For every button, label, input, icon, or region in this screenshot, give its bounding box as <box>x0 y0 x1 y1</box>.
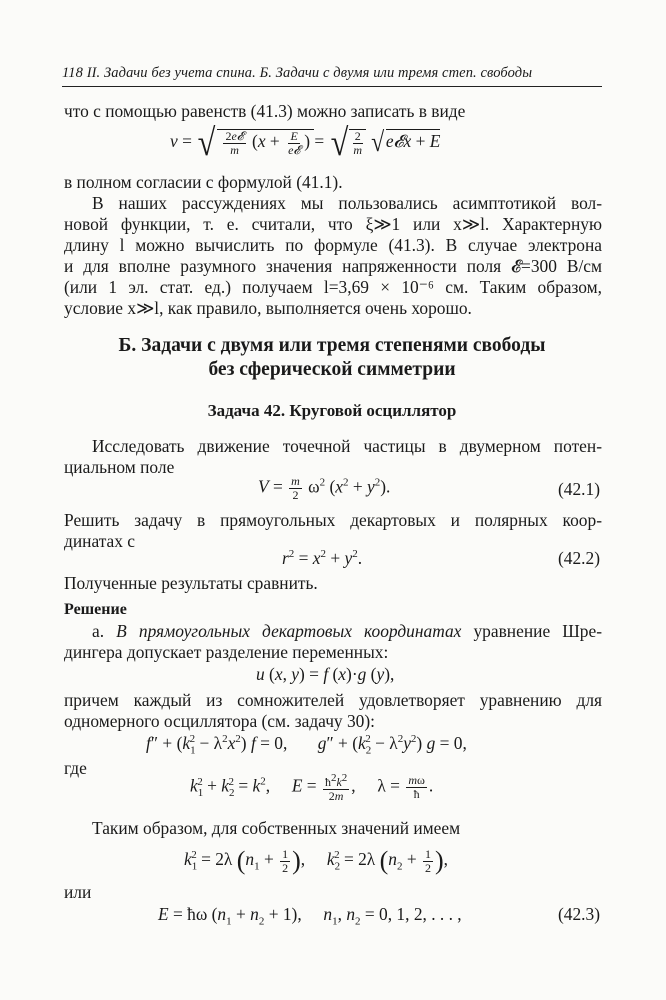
paragraph-line: Исследовать движение точечной частицы в двумерном потен- <box>92 436 602 456</box>
equation-definitions: $k_1^2 + k_2^2 = k^2$, E = $\frac{ħ^2k^2}{2m}$ , λ = $\frac{m\omega}{ħ}$ . <box>190 772 434 803</box>
equation-velocity: v = √ $\frac{\text{2e𝓔}}{m}$ (x + $\frac{E}{\text{e𝓔}}$ ) = √ $\frac{2}{m}$ √e𝓔x + E <box>170 122 441 164</box>
header-rule <box>62 86 602 87</box>
paragraph-line: В наших рассуждениях мы пользовались асимптотикой вол- <box>92 193 602 213</box>
paragraph-line: дингера допускает разделение переменных: <box>64 642 389 662</box>
section-title: без сферической симметрии <box>208 359 456 380</box>
running-head: 118 II. Задачи без учета спина. Б. Задачи с двумя или тремя степ. свободы <box>62 65 533 81</box>
paragraph-line: Таким образом, для собственных значений имеем <box>92 818 461 838</box>
paragraph-line: в полном согласии с формулой (41.1). <box>64 172 343 192</box>
paragraph-line: Решить задачу в прямоугольных декартовых и полярных коор- <box>64 510 602 530</box>
paragraph-line: что с помощью равенств (41.3) можно записать в виде <box>64 101 466 121</box>
paragraph-line: Полученные результаты сравнить. <box>64 573 318 593</box>
paragraph-line: динатах с <box>64 531 136 551</box>
paragraph-line: условие x≫l, как правило, выполняется очень хорошо. <box>64 298 472 318</box>
paragraph-line: длину l можно вычислить по формуле (41.3). В случае электрона <box>64 235 602 255</box>
paragraph-line: циальном поле <box>64 457 175 477</box>
problem-title: Задача 42. Круговой осциллятор <box>207 401 457 420</box>
paragraph-line: где <box>64 758 87 778</box>
solution-heading: Решение <box>64 601 127 618</box>
paragraph-line: одномерного осциллятора (см. задачу 30): <box>64 711 375 731</box>
equation-radius: $r^2 = x^2 + y^2$. <box>282 548 363 568</box>
paragraph-line: (или 1 эл. стат. ед.) получаем l=3,69 × 10⁻⁶ см. Таким образом, <box>64 277 602 297</box>
equation-number: (42.2) <box>557 548 600 568</box>
paragraph-line: и для вполне разумного значения напряженности поля 𝓔=300 В/см <box>64 256 602 276</box>
equation-oscillators: $f'' + (k_1^2 - \lambda^2x^2) f = 0$, $g'' + (k_2^2 - \lambda^2y^2) g = 0$, <box>146 733 467 757</box>
equation-eigenvalues: $k_1^2 = 2\lambda$ ($n_1$ + $\frac{1}{2}$ ), $k_2^2 = 2\lambda$ ($n_2$ + $\frac{1}{2}$ ), <box>184 846 449 875</box>
paragraph-line: а. В прямоугольных декартовых координатах уравнение Шре- <box>92 621 603 641</box>
section-title: Б. Задачи с двумя или тремя степенями свободы <box>118 335 546 356</box>
equation-energy: E = ħω $(n_1 + n_2 + 1)$, $n_1$, $n_2 = 0$, 1, 2, . . . , <box>158 904 462 928</box>
equation-potential: V = $\frac{m}{2}$ $\omega^2$ $(x^2 + y^2)$. <box>258 474 391 502</box>
equation-separation: u (x, y) = f (x)·g (y), <box>256 664 395 684</box>
equation-number: (42.1) <box>557 479 600 499</box>
equation-number: (42.3) <box>557 904 600 924</box>
paragraph-line: или <box>64 882 92 902</box>
paragraph-line: новой функции, т. е. считали, что ξ≫1 или x≫l. Характерную <box>64 214 602 234</box>
paragraph-line: причем каждый из сомножителей удовлетворяет уравнению для <box>64 690 602 710</box>
